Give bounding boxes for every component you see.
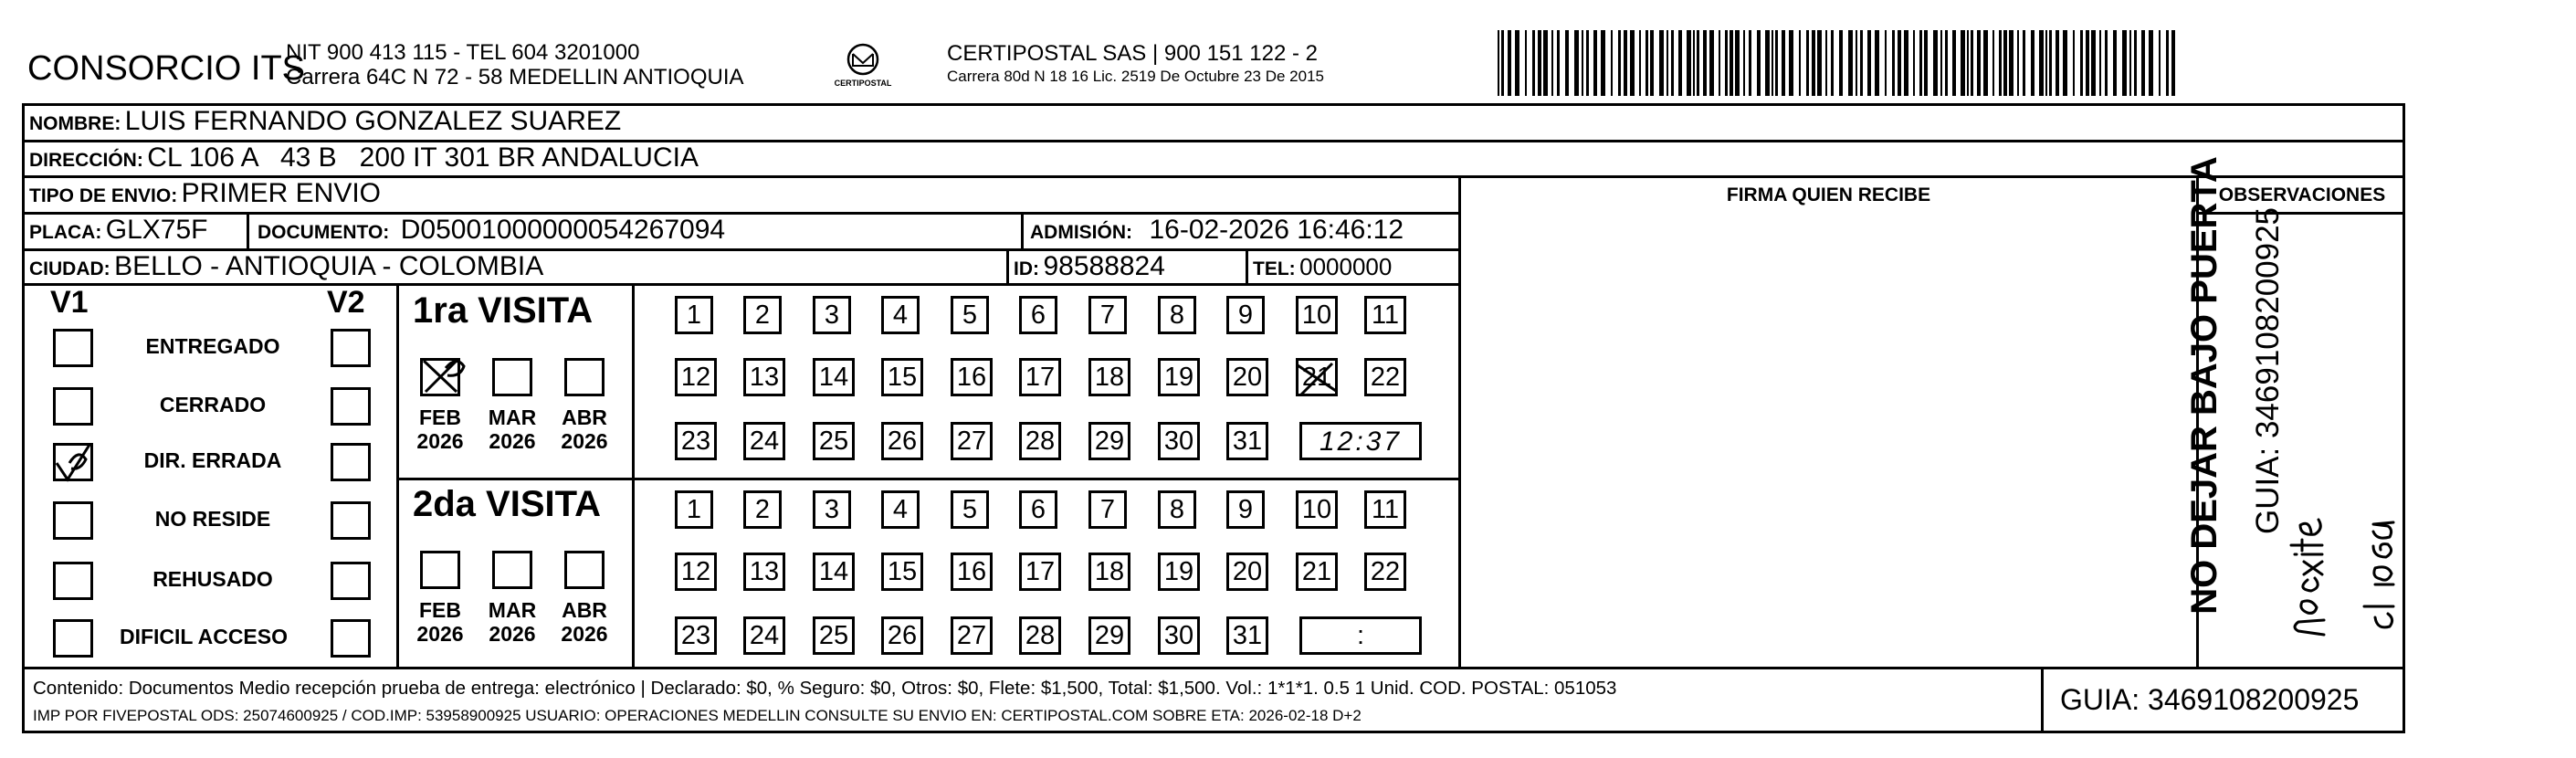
day-box[interactable]: 10 bbox=[1296, 490, 1338, 529]
barcode-bar bbox=[1671, 30, 1674, 96]
footer-guia: GUIA: 3469108200925 bbox=[2060, 683, 2360, 716]
day-box[interactable]: 29 bbox=[1088, 616, 1130, 655]
v1-checkbox[interactable] bbox=[53, 619, 93, 658]
day-box[interactable]: 22 bbox=[1364, 358, 1406, 396]
barcode-bar bbox=[2113, 30, 2117, 96]
side-warning: NO DEJAR BAJO PUERTA bbox=[2184, 156, 2224, 615]
barcode-bar bbox=[2039, 30, 2044, 96]
barcode-bar bbox=[1860, 30, 1863, 96]
day-box[interactable]: 26 bbox=[881, 616, 923, 655]
month-label: ABR bbox=[562, 405, 607, 429]
barcode-bar bbox=[1630, 30, 1635, 96]
tel-value: 0000000 bbox=[1299, 253, 1393, 280]
day-box[interactable]: 13 bbox=[743, 553, 785, 591]
placa-value: GLX75F bbox=[105, 215, 208, 245]
barcode-bar bbox=[1574, 30, 1579, 96]
month-year-label bbox=[485, 598, 540, 646]
day-box[interactable]: 10 bbox=[1296, 296, 1338, 334]
day-box[interactable]: 18 bbox=[1088, 553, 1130, 591]
firma-label: FIRMA QUIEN RECIBE bbox=[1726, 184, 1931, 205]
barcode-bar bbox=[1772, 30, 1773, 96]
year-label: 2026 bbox=[489, 429, 536, 453]
day-box[interactable]: 17 bbox=[1019, 358, 1061, 396]
day-box[interactable]: 7 bbox=[1088, 296, 1127, 334]
status-label: DIFICIL ACCESO bbox=[119, 625, 288, 648]
month-year-label bbox=[557, 405, 612, 453]
day-box[interactable]: 12 bbox=[675, 553, 717, 591]
day-box[interactable]: 28 bbox=[1019, 422, 1061, 460]
barcode-bar bbox=[2023, 30, 2025, 96]
barcode-bar bbox=[1697, 30, 1699, 96]
month-checkbox[interactable] bbox=[564, 358, 605, 396]
barcode-bar bbox=[1678, 30, 1682, 96]
admision-value: 16-02-2026 16:46:12 bbox=[1149, 215, 1404, 245]
barcode-bar bbox=[2003, 30, 2007, 96]
day-box[interactable]: 24 bbox=[743, 422, 785, 460]
status-label: ENTREGADO bbox=[145, 334, 280, 358]
barcode-bar bbox=[1782, 30, 1785, 96]
day-box[interactable]: 14 bbox=[813, 358, 855, 396]
day-box[interactable]: 16 bbox=[951, 553, 993, 591]
barcode-bar bbox=[2134, 30, 2137, 96]
barcode-bar bbox=[2031, 30, 2035, 96]
day-box[interactable]: 19 bbox=[1158, 358, 1200, 396]
day-box[interactable]: 3 bbox=[813, 490, 851, 529]
barcode-bar bbox=[1961, 30, 1965, 96]
barcode-bar bbox=[1498, 30, 1499, 96]
barcode-bar bbox=[2159, 30, 2161, 96]
day-box[interactable]: 31 bbox=[1226, 616, 1268, 655]
barcode-bar bbox=[1703, 30, 1707, 96]
barcode-bar bbox=[1532, 30, 1535, 96]
barcode-bar bbox=[1501, 30, 1504, 96]
barcode-bar bbox=[1618, 30, 1621, 96]
day-box[interactable]: 4 bbox=[881, 296, 920, 334]
day-box[interactable]: 5 bbox=[951, 490, 989, 529]
barcode-bar bbox=[1582, 30, 1583, 96]
barcode-bar bbox=[2009, 30, 2013, 96]
cross-mark-icon bbox=[1296, 358, 1338, 396]
day-box[interactable]: 11 bbox=[1364, 296, 1406, 334]
barcode-bar bbox=[1735, 30, 1740, 96]
logo-text: CERTIPOSTAL bbox=[834, 79, 892, 88]
year-label: 2026 bbox=[561, 622, 608, 646]
barcode-bar bbox=[2099, 30, 2101, 96]
year-label: 2026 bbox=[416, 429, 464, 453]
barcode-bar bbox=[2086, 30, 2089, 96]
day-box[interactable]: 15 bbox=[881, 358, 923, 396]
day-box[interactable]: 16 bbox=[951, 358, 993, 396]
barcode-bar bbox=[1601, 30, 1605, 96]
documento-label: DOCUMENTO: bbox=[258, 222, 390, 243]
barcode-bar bbox=[1940, 30, 1942, 96]
barcode-bar bbox=[1639, 30, 1641, 96]
nombre-label: NOMBRE: bbox=[29, 113, 121, 134]
barcode-bar bbox=[1667, 30, 1668, 96]
day-box[interactable]: 6 bbox=[1019, 296, 1057, 334]
barcode-bar bbox=[1538, 30, 1541, 96]
month-label: FEB bbox=[419, 598, 461, 622]
barcode-bar bbox=[1593, 30, 1597, 96]
ciudad-label: CIUDAD: bbox=[29, 258, 110, 279]
month-year-label bbox=[557, 598, 612, 646]
admision-label: ADMISIÓN: bbox=[1030, 222, 1132, 243]
barcode-bar bbox=[1933, 30, 1938, 96]
v1-checkbox[interactable] bbox=[53, 443, 93, 481]
barcode-icon bbox=[1498, 30, 2178, 96]
first-visit-time[interactable]: 12:37 bbox=[1299, 422, 1422, 460]
day-box[interactable]: 18 bbox=[1088, 358, 1130, 396]
day-box[interactable]: 23 bbox=[675, 422, 717, 460]
first-visit-label: 1ra VISITA bbox=[413, 290, 594, 331]
day-box[interactable]: 29 bbox=[1088, 422, 1130, 460]
barcode-bar bbox=[1898, 30, 1901, 96]
tel-label: TEL: bbox=[1253, 258, 1296, 279]
v2-checkbox[interactable] bbox=[331, 562, 371, 600]
status-label: CERRADO bbox=[159, 393, 267, 416]
barcode-bar bbox=[1971, 30, 1973, 96]
day-box[interactable]: 20 bbox=[1226, 553, 1268, 591]
day-box[interactable]: 28 bbox=[1019, 616, 1061, 655]
barcode-bar bbox=[1945, 30, 1948, 96]
barcode-bar bbox=[1831, 30, 1834, 96]
day-box[interactable]: 25 bbox=[813, 422, 855, 460]
barcode-bar bbox=[1875, 30, 1879, 96]
carrier-address: Carrera 80d N 18 16 Lic. 2519 De Octubre 23 De 2015 bbox=[947, 68, 1324, 85]
barcode-bar bbox=[1743, 30, 1745, 96]
day-box[interactable]: 21 bbox=[1296, 358, 1338, 396]
year-label: 2026 bbox=[416, 622, 464, 646]
barcode-bar bbox=[1659, 30, 1664, 96]
barcode-bar bbox=[1977, 30, 1981, 96]
barcode-bar bbox=[1867, 30, 1871, 96]
barcode-bar bbox=[1719, 30, 1720, 96]
company-name: CONSORCIO ITS bbox=[27, 49, 306, 88]
barcode-bar bbox=[1967, 30, 1969, 96]
direccion-label: DIRECCIÓN: bbox=[29, 150, 143, 171]
barcode-bar bbox=[1983, 30, 1988, 96]
carrier-line: CERTIPOSTAL SAS | 900 151 122 - 2 bbox=[947, 41, 1318, 66]
barcode-bar bbox=[1839, 30, 1843, 96]
tipo-envio-value: PRIMER ENVIO bbox=[181, 178, 382, 208]
company-address: Carrera 64C N 72 - 58 MEDELLIN ANTIOQUIA bbox=[286, 65, 744, 89]
barcode-bar bbox=[1992, 30, 1994, 96]
day-box[interactable]: 5 bbox=[951, 296, 989, 334]
tipo-envio-label: TIPO DE ENVIO: bbox=[29, 185, 178, 206]
barcode-bar bbox=[1749, 30, 1751, 96]
day-box[interactable]: 30 bbox=[1158, 616, 1200, 655]
barcode-bar bbox=[1765, 30, 1770, 96]
barcode-bar bbox=[2105, 30, 2108, 96]
check-mark-icon bbox=[53, 443, 93, 481]
barcode-bar bbox=[2122, 30, 2127, 96]
envelope-logo-icon bbox=[826, 41, 899, 96]
status-label: DIR. ERRADA bbox=[143, 448, 282, 472]
month-year-label bbox=[413, 405, 468, 453]
barcode-bar bbox=[1515, 30, 1519, 96]
v1-checkbox[interactable] bbox=[53, 329, 93, 367]
side-guia: GUIA: 3469108200925 bbox=[2250, 206, 2286, 535]
day-box[interactable]: 1 bbox=[675, 490, 713, 529]
barcode-bar bbox=[2045, 30, 2047, 96]
direccion-value: CL 106 A 43 B 200 IT 301 BR ANDALUCIA bbox=[147, 142, 699, 173]
day-box[interactable]: 2 bbox=[743, 296, 782, 334]
month-checkbox[interactable] bbox=[492, 551, 532, 589]
day-box[interactable]: 31 bbox=[1226, 422, 1268, 460]
day-box[interactable]: 23 bbox=[675, 616, 717, 655]
barcode-bar bbox=[1799, 30, 1801, 96]
month-label: ABR bbox=[562, 598, 607, 622]
v1-checkbox[interactable] bbox=[53, 562, 93, 600]
certipostal-logo bbox=[826, 41, 899, 96]
day-box[interactable]: 25 bbox=[813, 616, 855, 655]
handwritten-note-icon bbox=[2201, 356, 2402, 648]
barcode-bar bbox=[1924, 30, 1928, 96]
barcode-bar bbox=[2171, 30, 2175, 96]
month-checkbox[interactable] bbox=[564, 551, 605, 589]
barcode-bar bbox=[2056, 30, 2059, 96]
v2-checkbox[interactable] bbox=[331, 443, 371, 481]
day-box[interactable]: 27 bbox=[951, 616, 993, 655]
barcode-bar bbox=[1825, 30, 1827, 96]
barcode-bar bbox=[1812, 30, 1815, 96]
nombre-value: LUIS FERNANDO GONZALEZ SUAREZ bbox=[124, 106, 622, 136]
barcode-bar bbox=[1848, 30, 1853, 96]
day-box[interactable]: 8 bbox=[1158, 490, 1196, 529]
year-label: 2026 bbox=[489, 622, 536, 646]
id-value: 98588824 bbox=[1043, 251, 1165, 281]
barcode-bar bbox=[1709, 30, 1714, 96]
day-box[interactable]: 3 bbox=[813, 296, 851, 334]
barcode-bar bbox=[1789, 30, 1793, 96]
barcode-bar bbox=[1856, 30, 1857, 96]
day-box[interactable]: 11 bbox=[1364, 490, 1406, 529]
day-box[interactable]: 21 bbox=[1296, 553, 1338, 591]
barcode-bar bbox=[1885, 30, 1887, 96]
status-label: NO RESIDE bbox=[154, 507, 271, 531]
barcode-bar bbox=[1645, 30, 1648, 96]
v1-checkbox[interactable] bbox=[53, 387, 93, 426]
barcode-bar bbox=[1806, 30, 1809, 96]
barcode-bar bbox=[2073, 30, 2075, 96]
day-box[interactable]: 26 bbox=[881, 422, 923, 460]
barcode-bar bbox=[1611, 30, 1613, 96]
v1-label: V1 bbox=[50, 285, 89, 320]
barcode-bar bbox=[2141, 30, 2145, 96]
day-box[interactable]: 8 bbox=[1158, 296, 1196, 334]
day-box[interactable]: 12 bbox=[675, 358, 717, 396]
year-label: 2026 bbox=[561, 429, 608, 453]
v1-checkbox[interactable] bbox=[53, 501, 93, 540]
day-box[interactable]: 7 bbox=[1088, 490, 1127, 529]
company-nit: NIT 900 413 115 - TEL 604 3201000 bbox=[286, 40, 640, 65]
day-box[interactable]: 24 bbox=[743, 616, 785, 655]
observation-handwriting bbox=[2201, 356, 2402, 648]
month-checkbox[interactable] bbox=[420, 358, 460, 396]
barcode-bar bbox=[1543, 30, 1548, 96]
barcode-bar bbox=[1757, 30, 1761, 96]
barcode-bar bbox=[1565, 30, 1569, 96]
status-label: REHUSADO bbox=[152, 567, 273, 591]
day-box[interactable]: 9 bbox=[1226, 296, 1265, 334]
barcode-bar bbox=[2080, 30, 2083, 96]
month-label: MAR bbox=[488, 405, 537, 429]
barcode-bar bbox=[1913, 30, 1915, 96]
v2-label: V2 bbox=[327, 285, 365, 320]
day-box[interactable]: 15 bbox=[881, 553, 923, 591]
day-box[interactable]: 2 bbox=[743, 490, 782, 529]
barcode-bar bbox=[2049, 30, 2052, 96]
day-box[interactable]: 27 bbox=[951, 422, 993, 460]
footer-content-line: Contenido: Documentos Medio recepción prueba de entrega: electrónico | Declarado: $0, % Seguro: $0, Otros: $0, Flete: $1,500, Total: $1,500. Vol.: 1*1*1. 0.5 1 Unid. COD. POSTAL: 051053 bbox=[33, 678, 1617, 699]
barcode-bar bbox=[1650, 30, 1654, 96]
barcode-bar bbox=[2166, 30, 2169, 96]
barcode-bar bbox=[1525, 30, 1527, 96]
second-visit-label: 2da VISITA bbox=[413, 484, 601, 524]
day-box[interactable]: 1 bbox=[675, 296, 713, 334]
check-mark-icon bbox=[420, 355, 466, 395]
day-box[interactable]: 22 bbox=[1364, 553, 1406, 591]
day-box[interactable]: 6 bbox=[1019, 490, 1057, 529]
barcode-bar bbox=[1775, 30, 1778, 96]
ciudad-value: BELLO - ANTIOQUIA - COLOMBIA bbox=[114, 251, 544, 281]
month-checkbox[interactable] bbox=[420, 551, 460, 589]
barcode-bar bbox=[1586, 30, 1589, 96]
day-box[interactable]: 14 bbox=[813, 553, 855, 591]
barcode-bar bbox=[1551, 30, 1553, 96]
barcode-bar bbox=[1904, 30, 1908, 96]
day-box[interactable]: 19 bbox=[1158, 553, 1200, 591]
v2-checkbox[interactable] bbox=[331, 329, 371, 367]
barcode-bar bbox=[1693, 30, 1695, 96]
month-year-label bbox=[413, 598, 468, 646]
day-box[interactable]: 9 bbox=[1226, 490, 1265, 529]
barcode-bar bbox=[1730, 30, 1733, 96]
barcode-bar bbox=[2017, 30, 2019, 96]
placa-label: PLACA: bbox=[29, 222, 102, 243]
day-box[interactable]: 4 bbox=[881, 490, 920, 529]
month-label: MAR bbox=[488, 598, 537, 622]
barcode-bar bbox=[1999, 30, 2002, 96]
barcode-bar bbox=[1687, 30, 1691, 96]
barcode-bar bbox=[1952, 30, 1956, 96]
documento-value: D05001000000054267094 bbox=[400, 215, 726, 245]
barcode-bar bbox=[2091, 30, 2096, 96]
barcode-bar bbox=[1508, 30, 1511, 96]
day-box[interactable]: 30 bbox=[1158, 422, 1200, 460]
v2-checkbox[interactable] bbox=[331, 619, 371, 658]
barcode-bar bbox=[1919, 30, 1922, 96]
barcode-bar bbox=[1725, 30, 1728, 96]
barcode-bar bbox=[1557, 30, 1560, 96]
second-visit-time[interactable]: : bbox=[1299, 616, 1422, 655]
id-label: ID: bbox=[1014, 258, 1039, 279]
observaciones-label: OBSERVACIONES bbox=[2218, 184, 2386, 205]
month-year-label bbox=[485, 405, 540, 453]
barcode-bar bbox=[1817, 30, 1822, 96]
day-box[interactable]: 17 bbox=[1019, 553, 1061, 591]
footer-print-line: IMP POR FIVEPOSTAL ODS: 25074600925 / COD.IMP: 53958900925 USUARIO: OPERACIONES MEDELLIN CONSULTE SU ENVIO EN: CERTIPOSTAL.COM SOBRE ETA: 2026-02-18 D+2 bbox=[33, 707, 1362, 724]
barcode-bar bbox=[2149, 30, 2153, 96]
day-box[interactable]: 20 bbox=[1226, 358, 1268, 396]
barcode-bar bbox=[2063, 30, 2067, 96]
barcode-bar bbox=[1624, 30, 1627, 96]
v2-checkbox[interactable] bbox=[331, 387, 371, 426]
barcode-bar bbox=[2129, 30, 2131, 96]
month-checkbox[interactable] bbox=[492, 358, 532, 396]
day-box[interactable]: 13 bbox=[743, 358, 785, 396]
month-label: FEB bbox=[419, 405, 461, 429]
v2-checkbox[interactable] bbox=[331, 501, 371, 540]
barcode-bar bbox=[1892, 30, 1895, 96]
